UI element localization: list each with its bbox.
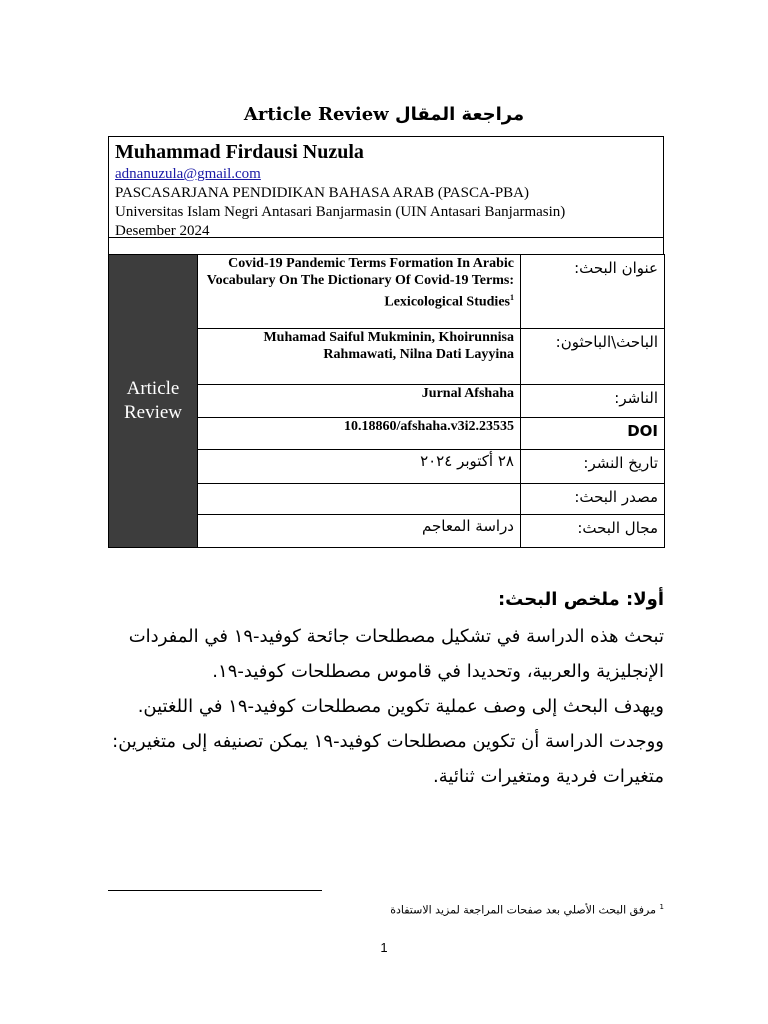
summary-paragraph: تبحث هذه الدراسة في تشكيل مصطلحات جائحة كوفيد-١٩ في المفردات الإنجليزية والعربية، وتحديدا في قاموس مصطلحات كوفيد-١٩.: [128, 626, 664, 682]
summary-paragraph: ويهدف البحث إلى وصف عملية تكوين مصطلحات كوفيد-١٩ في اللغتين.: [137, 696, 664, 717]
footnote-mark: 1: [659, 903, 664, 911]
doi-value[interactable]: 10.18860/afshaha.v3i2.23535: [198, 418, 521, 450]
footnote-marker: 1: [510, 293, 514, 302]
researchers-value: Muhamad Saiful Mukminin, Khoirunnisa Rahmawati, Nilna Dati Layyina: [198, 329, 521, 385]
summary-paragraph: ووجدت الدراسة أن تكوين مصطلحات كوفيد-١٩ يمكن تصنيفه إلى متغيرين: متغيرات فردية ومتغيرات ثنائية.: [112, 731, 664, 787]
summary-heading: أولا: ملخص البحث:: [497, 589, 664, 610]
page-title: [0, 104, 768, 125]
author-date: Desember 2024: [115, 223, 210, 239]
author-university: Universitas Islam Negri Antasari Banjarmasin (UIN Antasari Banjarmasin): [115, 204, 566, 220]
author-name: Muhammad Firdausi Nuzula: [115, 141, 364, 163]
table-row: [109, 255, 665, 329]
research-title-value: Covid-19 Pandemic Terms Formation In Arabic Vocabulary On The Dictionary Of Covid-19 Terms: Lexicological Studies$^1$: [198, 255, 521, 329]
footnote: [300, 903, 664, 917]
research-field-label: مجال البحث:: [521, 515, 665, 548]
page-number: 1: [380, 940, 388, 955]
publish-date-label: تاريخ النشر:: [521, 450, 665, 484]
doi-label: DOI: [521, 418, 665, 450]
publish-date-value: ٢٨ أكتوبر ٢٠٢٤: [198, 450, 521, 484]
title-arabic: مراجعة المقال: [394, 104, 525, 125]
spacer-row: [108, 237, 664, 255]
research-field-value: دراسة المعاجم: [198, 515, 521, 548]
author-info-box: [108, 136, 664, 238]
title-english: Article Review: [243, 104, 389, 125]
author-email-link[interactable]: adnanuzula@gmail.com: [115, 166, 261, 182]
publisher-label: الناشر:: [521, 385, 665, 418]
researchers-label: الباحث\الباحثون:: [521, 329, 665, 385]
author-program: PASCASARJANA PENDIDIKAN BAHASA ARAB (PASCA-PBA): [115, 185, 529, 201]
summary-section: [96, 582, 664, 794]
research-title-label: عنوان البحث:: [521, 255, 665, 329]
publisher-value: Jurnal Afshaha: [198, 385, 521, 418]
research-source-label: مصدر البحث:: [521, 484, 665, 515]
footnote-divider: [108, 890, 322, 891]
article-review-label: Article Review: [109, 255, 198, 548]
footnote-text: مرفق البحث الأصلي بعد صفحات المراجعة لمزيد الاستفادة: [390, 903, 657, 917]
research-source-value: [198, 484, 521, 515]
article-info-table: [108, 254, 665, 548]
